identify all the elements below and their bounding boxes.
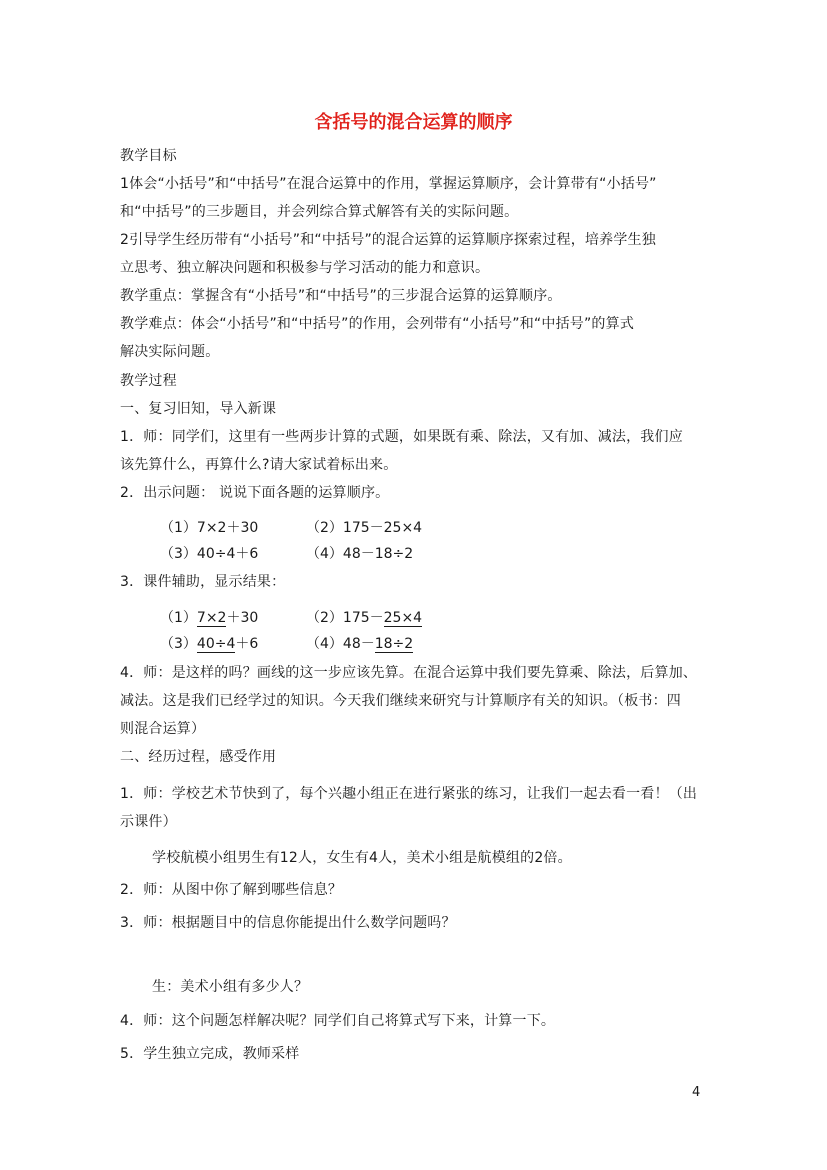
section-heading: 二、经历过程，感受作用 xyxy=(120,749,277,765)
paragraph-line: 2．师：从图中你了解到哪些信息？ xyxy=(120,882,343,898)
paragraph-line: 2．出示问题： 说说下面各题的运算顺序。 xyxy=(120,485,390,501)
paragraph-line: 减法。这是我们已经学过的知识。今天我们继续来研究与计算顺序有关的知识。（板书：四 xyxy=(120,693,681,709)
exercise-suffix: ＋6 xyxy=(235,636,259,652)
exercise-item: （2）175－25×4 xyxy=(306,520,423,536)
exercise-prefix: （2）175－ xyxy=(306,610,384,626)
paragraph-line: 教学重点：掌握含有“小括号”和“中括号”的三步混合运算的运算顺序。 xyxy=(120,288,562,304)
exercise-prefix: （1） xyxy=(160,610,197,626)
exercise-underlined-step: 25×4 xyxy=(383,610,423,626)
paragraph-line: 4．师：是这样的吗？画线的这一步应该先算。在混合运算中我们要先算乘、除法，后算加、 xyxy=(120,665,698,681)
paragraph-line: 解决实际问题。 xyxy=(120,344,220,360)
exercise-item: （1）7×2＋30 xyxy=(160,520,259,536)
paragraph-line: 则混合运算） xyxy=(120,721,206,737)
problem-statement: 学校航模小组男生有12人，女生有4人，美术小组是航模组的2倍。 xyxy=(152,850,572,866)
paragraph-line: 3．师：根据题目中的信息你能提出什么数学问题吗？ xyxy=(120,915,456,931)
paragraph-line: 1．师：学校艺术节快到了，每个兴趣小组正在进行紧张的练习，让我们一起去看一看！（出 xyxy=(120,786,698,802)
exercise-underlined-step: 18÷2 xyxy=(374,636,414,652)
paragraph-line: 示课件） xyxy=(120,814,177,830)
paragraph-line: 该先算什么，再算什么?请大家试着标出来。 xyxy=(120,457,398,473)
student-answer: 生：美术小组有多少人？ xyxy=(152,979,309,995)
paragraph-line: 4．师：这个问题怎样解决呢？同学们自己将算式写下来，计算一下。 xyxy=(120,1013,556,1029)
paragraph-line: 立思考、独立解决问题和积极参与学习活动的能力和意识。 xyxy=(120,260,490,276)
exercise-marked xyxy=(160,608,258,628)
paragraph-line: 1．师：同学们，这里有一些两步计算的式题，如果既有乘、除法，又有加、减法，我们应 xyxy=(120,429,683,445)
paragraph-line: 5．学生独立完成，教师采样 xyxy=(120,1046,300,1062)
exercise-marked xyxy=(160,634,258,654)
exercise-underlined-step: 7×2 xyxy=(196,610,227,626)
paragraph-line: 2引导学生经历带有“小括号”和“中括号”的混合运算的运算顺序探索过程，培养学生独 xyxy=(120,232,656,248)
document-title: 含括号的混合运算的顺序 xyxy=(314,112,513,133)
paragraph-line: 教学难点：体会“小括号”和“中括号”的作用，会列带有“小括号”和“中括号”的算式 xyxy=(120,316,635,332)
exercise-item: （4）48－18÷2 xyxy=(306,546,414,562)
heading-teaching-process: 教学过程 xyxy=(120,373,177,389)
exercise-suffix: ＋30 xyxy=(226,610,259,626)
exercise-prefix: （3） xyxy=(160,636,197,652)
paragraph-line: 1体会“小括号”和“中括号”在混合运算中的作用，掌握运算顺序，会计算带有“小括号” xyxy=(120,176,657,192)
paragraph-line: 和“中括号”的三步题目，并会列综合算式解答有关的实际问题。 xyxy=(120,204,519,220)
exercise-marked xyxy=(306,634,413,654)
page-number: 4 xyxy=(692,1085,701,1100)
section-heading: 一、复习旧知，导入新课 xyxy=(120,401,277,417)
exercise-marked xyxy=(306,608,422,628)
paragraph-line: 3．课件辅助，显示结果： xyxy=(120,574,286,590)
exercise-item: （3）40÷4＋6 xyxy=(160,546,259,562)
exercise-prefix: （4）48－ xyxy=(306,636,375,652)
heading-teaching-goals: 教学目标 xyxy=(120,148,177,164)
exercise-underlined-step: 40÷4 xyxy=(196,636,236,652)
